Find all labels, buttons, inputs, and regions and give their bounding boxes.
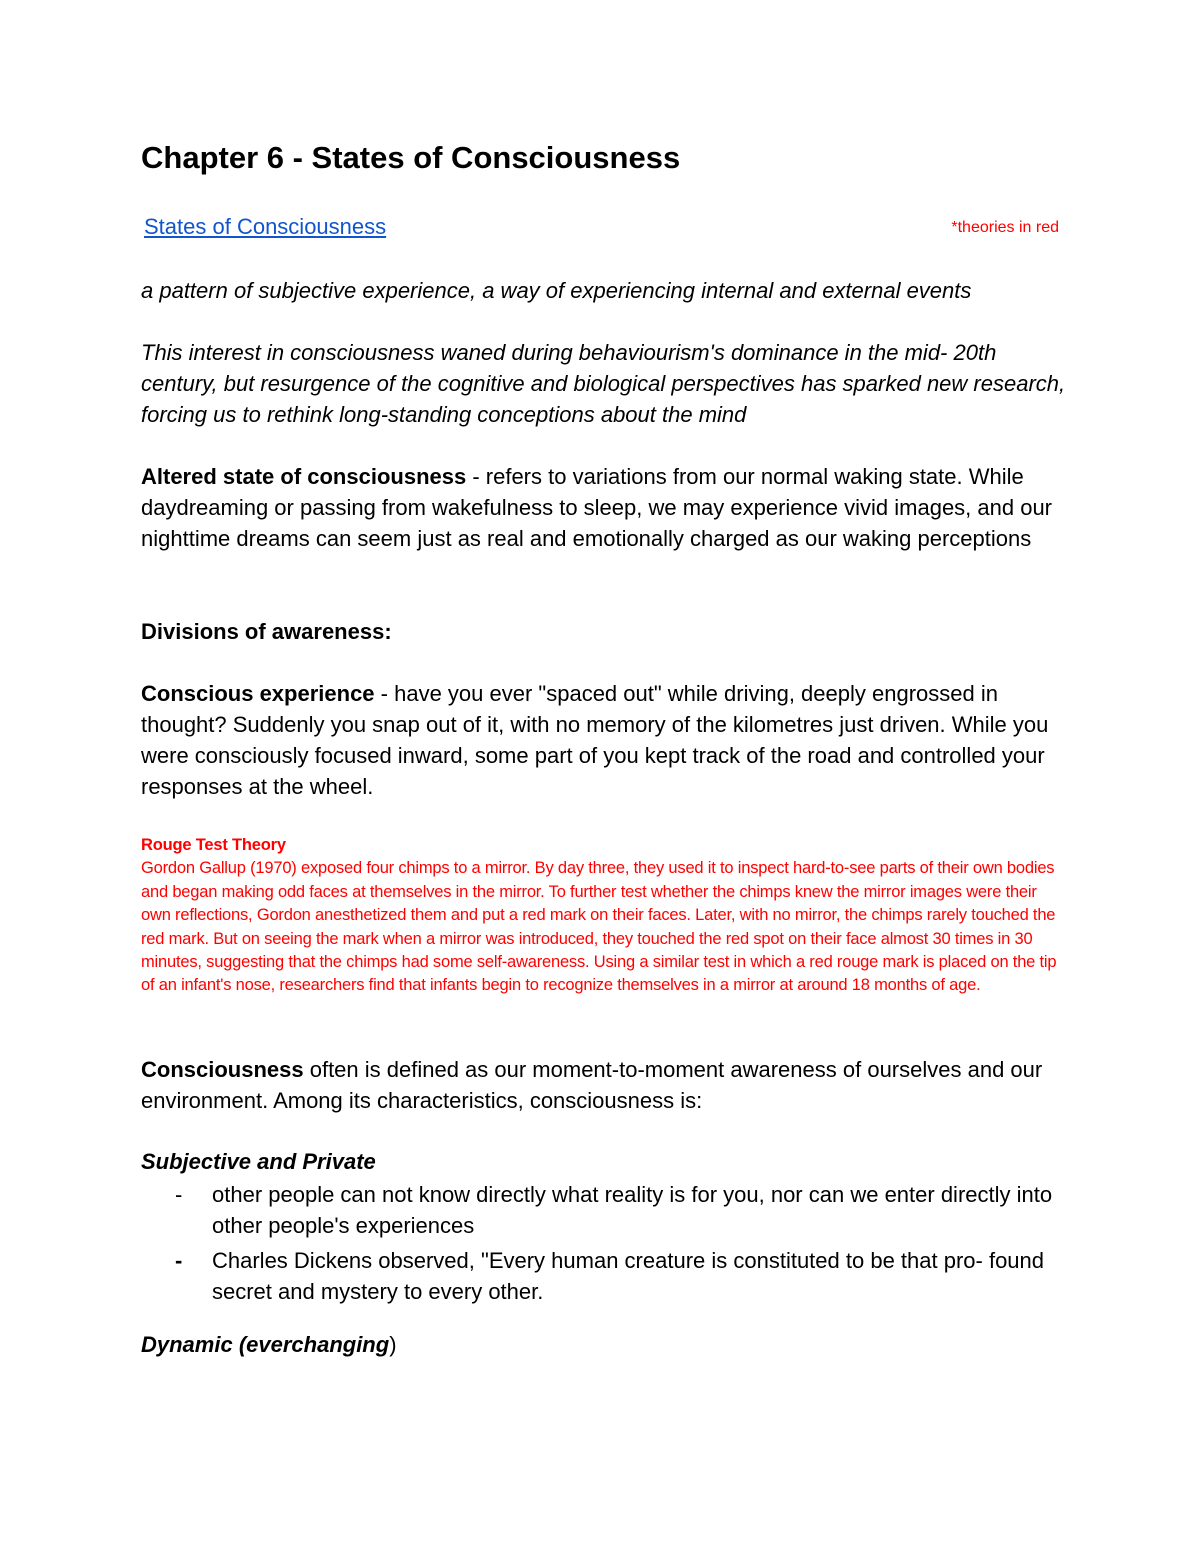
bullet-text: Charles Dickens observed, "Every human creature is constituted to be that pro- found secret and mystery to every other.	[212, 1248, 1045, 1304]
bullet-dash: -	[175, 1248, 183, 1273]
consciousness-definition-paragraph	[141, 1054, 1066, 1116]
altered-state-text: - refers to variations from our normal waking state. While daydreaming or passing from wakefulness to sleep, we may experience vivid images, and our nighttime dreams can seem just as real and emotionally charged as our waking perceptions	[141, 464, 1053, 551]
theories-note: *theories in red	[951, 219, 1059, 236]
dynamic-heading	[141, 1332, 397, 1358]
definition-paragraph: a pattern of subjective experience, a way of experiencing internal and external events	[141, 278, 972, 303]
rouge-test-title: Rouge Test Theory	[141, 836, 286, 854]
consciousness-term: Consciousness	[141, 1057, 304, 1082]
dynamic-heading-paren: )	[389, 1332, 397, 1357]
list-item	[141, 1245, 1066, 1307]
conscious-experience-text: - have you ever "spaced out" while driving, deeply engrossed in thought? Suddenly you snap out of it, with no memory of the kilometres just driven. While you were consciously focused inward, some part of you kept track of the road and controlled your responses at the wheel.	[141, 681, 1049, 799]
bullet-text: other people can not know directly what reality is for you, nor can we enter directly into other people's experiences	[212, 1182, 1053, 1238]
page-title: Chapter 6 - States of Consciousness	[141, 140, 681, 175]
altered-state-term: Altered state of consciousness	[141, 464, 467, 489]
list-item	[141, 1179, 1066, 1241]
conscious-experience-paragraph	[141, 678, 1066, 802]
dynamic-heading-text: Dynamic (everchanging	[141, 1332, 390, 1357]
consciousness-definition-text: often is defined as our moment-to-moment awareness of ourselves and our environment. Among its characteristics, consciousness is:	[141, 1057, 1043, 1113]
states-of-consciousness-link[interactable]: States of Consciousness	[144, 214, 387, 239]
bullet-dash: -	[175, 1182, 183, 1207]
rouge-test-text: Gordon Gallup (1970) exposed four chimps to a mirror. By day three, they used it to inspect hard-to-see parts of their own bodies and began making odd faces at themselves in the mirror. To further test whether the chimps knew the mirror images were their own reflections, Gordon anesthetized them and put a red mark on their faces. Later, with no mirror, the chimps rarely touched the red mark. But on seeing the mark when a mirror was introduced, they touched the red spot on their face almost 30 times in 30 minutes, suggesting that the chimps had some self-awareness. Using a similar test in which a red rouge mark is placed on the tip of an infant's nose, researchers find that infants begin to recognize themselves in a mirror at around 18 months of age.	[141, 859, 1057, 995]
altered-state-paragraph	[141, 461, 1066, 554]
rouge-test-theory-block	[141, 834, 1066, 998]
subjective-private-heading: Subjective and Private	[141, 1149, 376, 1174]
interest-paragraph: This interest in consciousness waned during behaviourism's dominance in the mid- 20th century, but resurgence of the cognitive and biological perspectives has sparked new research, forcing us to rethink long-standing conceptions about the mind	[141, 340, 1066, 427]
divisions-heading: Divisions of awareness:	[141, 619, 392, 644]
conscious-experience-term: Conscious experience	[141, 681, 375, 706]
